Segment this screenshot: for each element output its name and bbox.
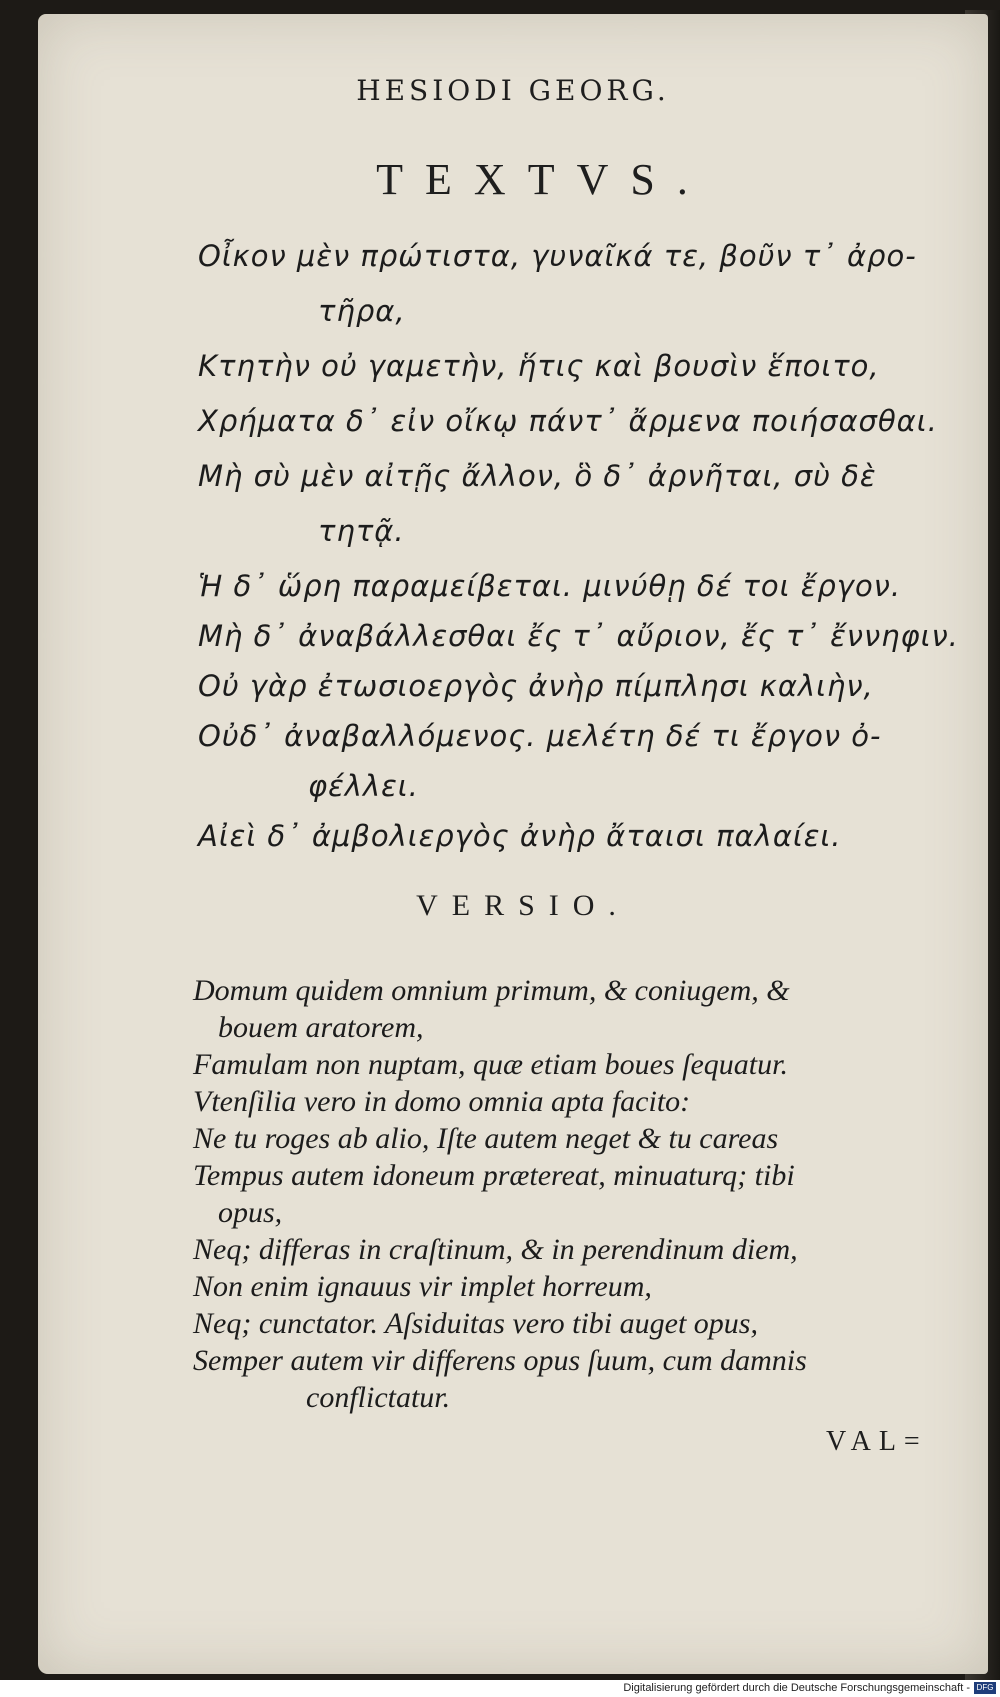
greek-line: τῆρα, [318,294,406,328]
footer-credit: Digitalisierung gefördert durch die Deutsche Forschungsgemeinschaft - [623,1682,970,1694]
latin-line: bouem aratorem, [218,1011,424,1044]
dfg-logo: DFG [974,1682,996,1694]
greek-line: Οἶκον μὲν πρώτιστα, γυναῖκά τε, βοῦν τ᾽ ἀρο- [198,239,917,273]
latin-line: Ne tu roges ab alio, Iſte autem neget & tu careas [193,1122,779,1155]
versio-heading: VERSIO. [416,889,630,922]
latin-line: Vtenſilia vero in domo omnia apta facito: [193,1085,691,1118]
latin-line: Non enim ignauus vir implet horreum, [193,1270,652,1303]
latin-line: Neq; cunctator. Aſsiduitas vero tibi auget opus, [193,1307,758,1340]
greek-line: Χρήματα δ᾽ εἰν οἴκῳ πάντ᾽ ἄρμενα ποιήσασθαι. [198,404,938,438]
latin-line: Semper autem vir differens opus ſuum, cum damnis [193,1344,807,1377]
latin-line: Tempus autem idoneum prætereat, minuaturq; tibi [193,1159,795,1192]
greek-line: Οὐ γὰρ ἐτωσιοεργὸς ἀνὴρ πίμπλησι καλιὴν, [198,669,874,703]
latin-line: opus, [218,1196,283,1229]
greek-line: Μὴ δ᾽ ἀναβάλλεσθαι ἔς τ᾽ αὔριον, ἔς τ᾽ ἔννηφιν. [198,619,959,653]
greek-line: Οὐδ᾽ ἀναβαλλόμενος. μελέτη δέ τι ἔργον ὀ- [198,719,882,753]
greek-line: φέλλει. [308,769,419,803]
greek-line: Μὴ σὺ μὲν αἰτῇς ἄλλον, ὃ δ᾽ ἀρνῆται, σὺ δὲ [198,459,877,493]
latin-line: Domum quidem omnium primum, & coniugem, & [193,974,790,1007]
latin-line: Neq; differas in craſtinum, & in perendinum diem, [193,1233,798,1266]
latin-line: Famulam non nuptam, quæ etiam boues ſequatur. [193,1048,788,1081]
greek-line: τητᾷ. [318,514,405,548]
book-page [38,14,988,1674]
greek-line: Κτητὴν οὐ γαμετὴν, ἥτις καὶ βουσὶν ἕποιτο, [198,349,880,383]
greek-line: Αἰεὶ δ᾽ ἀμβολιεργὸς ἀνὴρ ἄταισι παλαίει. [198,819,842,853]
running-head: HESIODI GEORG. [356,74,670,107]
latin-line: conflictatur. [306,1381,451,1414]
textus-heading: TEXTVS. [376,155,710,204]
catchword: VAL= [826,1426,928,1457]
greek-line: Ἡ δ᾽ ὥρη παραμείβεται. μινύθῃ δέ τοι ἔργον. [198,569,902,603]
